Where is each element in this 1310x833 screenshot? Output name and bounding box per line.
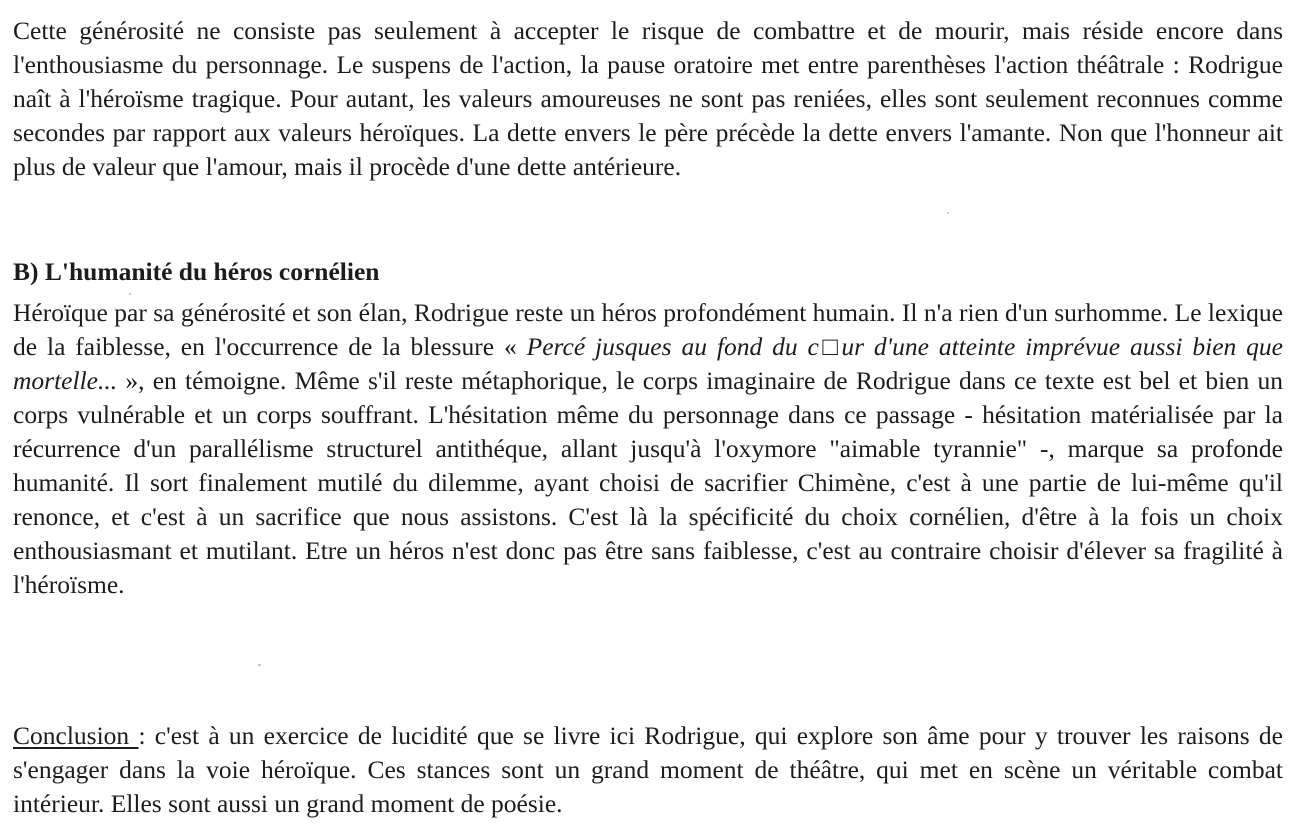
- conclusion-text: : c'est à un exercice de lucidité que se livre ici Rodrigue, qui explore son âme pour y trouver les raisons de s'engager dans la voie héroïque. Ces stances sont un grand moment de théâtre, qui met en scène un véritable combat intérieur. Elles sont aussi un grand moment de poésie.: [13, 721, 1283, 818]
- paragraph-humanity-body: », en témoigne. Même s'il reste métaphorique, le corps imaginaire de Rodrigue dans ce texte est bel et bien un corps vulnérable et un corps souffrant. L'hésitation même du personnage dans ce passage - hésitation matérialisée par la récurrence d'un parallélisme structurel antithéque, allant jusqu'à l'oxymore "aimable tyrannie" -, marque sa profonde humanité. Il sort finalement mutilé du dilemme, ayant choisi de sacrifier Chimène, c'est à une partie de lui-même qu'il renonce, et c'est à un sacrifice que nous assistons. C'est là la spécificité du choix cornélien, d'être à la fois un choix enthousiasmant et mutilant. Etre un héros n'est donc pas être sans faiblesse, c'est au contraire choisir d'élever sa fragilité à l'héroïsme.: [13, 366, 1283, 599]
- conclusion-label: Conclusion: [13, 721, 139, 750]
- scan-speck: [258, 664, 261, 666]
- paragraph-generosity: Cette générosité ne consiste pas seulement à accepter le risque de combattre et de mourir, mais réside encore dans l'enthousiasme du personnage. Le suspens de l'action, la pause oratoire met entre parenthèses l'action théâtrale : Rodrigue naît à l'héroïsme tragique. Pour autant, les valeurs amoureuses ne sont pas reniées, elles sont seulement reconnues comme secondes par rapport aux valeurs héroïques. La dette envers le père précède la dette envers l'amante. Non que l'honneur ait plus de valeur que l'amour, mais il procède d'une dette antérieure.: [13, 16, 1283, 181]
- conclusion-paragraph: [13, 719, 1283, 821]
- paragraph-humanity-intro: Héroïque par sa générosité et son élan, Rodrigue reste un héros profondément humain. Il n'a rien d'un surhomme. Le lexique de la faiblesse, en l'occurrence de la blessure «: [13, 298, 1283, 361]
- paragraph-humanity: [13, 296, 1283, 602]
- section-heading: B) L'humanité du héros cornélien: [13, 257, 380, 286]
- quote-text: Percé jusques au fond du c□ur d'une atteinte imprévue aussi bien que mortelle...: [13, 332, 1283, 395]
- scan-speck: [947, 212, 949, 214]
- scan-speck: [129, 293, 131, 295]
